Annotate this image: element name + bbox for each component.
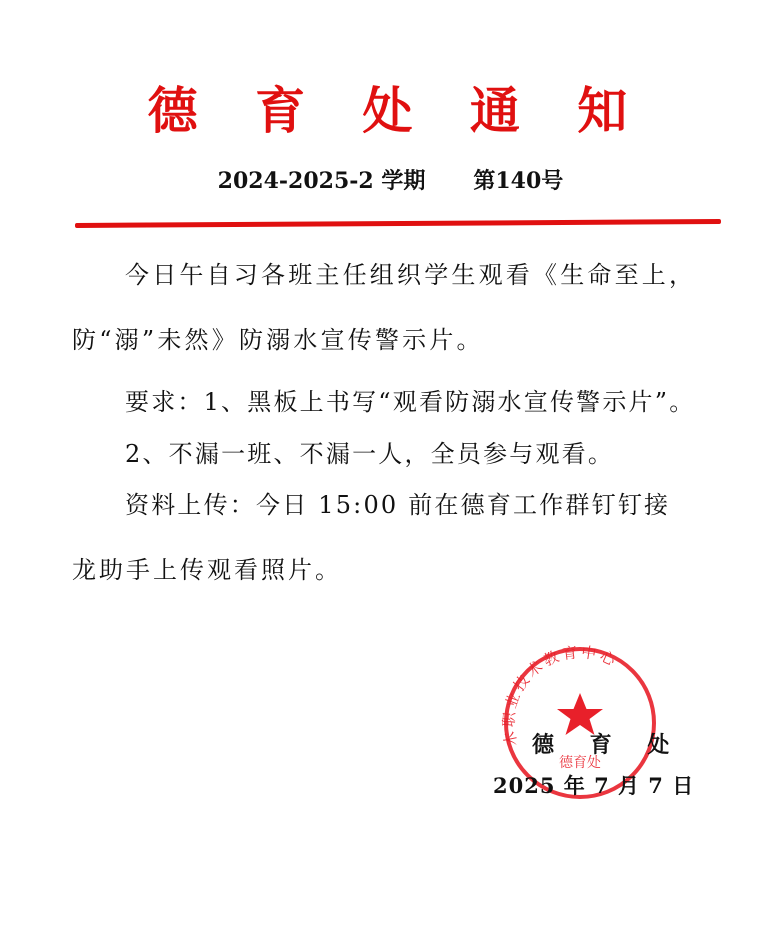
upload-instruction-line-1: 资料上传：今日 15:00 前在德育工作群钉钉接: [125, 491, 671, 519]
term-and-number: [0, 166, 781, 196]
paragraph-1-line-1: 今日午自习各班主任组织学生观看《生命至上，: [125, 261, 697, 289]
svg-text:德育处: 德育处: [559, 755, 601, 771]
requirement-1: 要求：1、黑板上书写“观看防溺水宣传警示片”。: [125, 388, 696, 416]
svg-text:木职业技术教育中心: 木职业技术教育中心: [500, 643, 621, 749]
issuer-signature: 德 育 处: [532, 732, 684, 758]
seal-star-icon: [557, 693, 603, 735]
document-number: 第140号: [473, 168, 564, 194]
paragraph-1-line-2: 防“溺”未然》防溺水宣传警示片。: [72, 326, 484, 354]
term-label: 2024-2025-2 学期: [217, 168, 426, 194]
document-title: 德 育 处 通 知: [147, 81, 648, 140]
upload-instruction-line-2: 龙助手上传观看照片。: [72, 556, 342, 584]
requirement-2: 2、不漏一班、不漏一人，全员参与观看。: [125, 440, 615, 468]
issue-date: 2025 年 7 月 7 日: [493, 773, 695, 798]
header-divider: [75, 219, 721, 228]
